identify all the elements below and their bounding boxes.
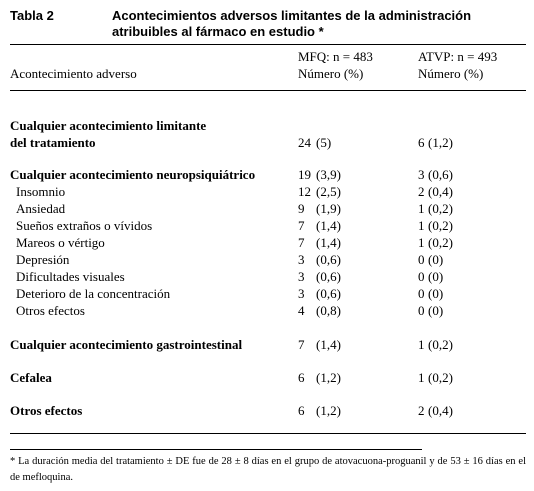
column-header-event: Acontecimiento adverso bbox=[10, 66, 137, 81]
mfq-percent: (1,2) bbox=[316, 370, 341, 385]
atvp-count: 1 bbox=[418, 337, 425, 352]
atvp-count: 1 bbox=[418, 235, 425, 250]
table-row bbox=[0, 135, 534, 150]
atvp-count: 6 bbox=[418, 135, 425, 150]
table-row bbox=[0, 269, 534, 284]
row-label: Dificultades visuales bbox=[16, 269, 125, 284]
mfq-count: 9 bbox=[298, 201, 305, 216]
mfq-count: 19 bbox=[298, 167, 311, 182]
atvp-percent: (0,2) bbox=[428, 235, 453, 250]
atvp-count: 3 bbox=[418, 167, 425, 182]
table-footnote: * La duración media del tratamiento ± DE fue de 28 ± 8 días en el grupo de atovacuona-proguanil y de 53 ± 16 días en el de mefloquina. bbox=[10, 456, 526, 483]
atvp-count: 0 bbox=[418, 252, 425, 267]
row-label: Otros efectos bbox=[16, 303, 85, 318]
column-header-mfq-number: Número (%) bbox=[298, 66, 364, 81]
row-label: Deterioro de la concentración bbox=[16, 286, 171, 301]
atvp-count: 1 bbox=[418, 201, 425, 216]
atvp-percent: (0) bbox=[428, 269, 444, 284]
row-label: Cualquier acontecimiento limitante bbox=[10, 118, 207, 133]
table-row bbox=[0, 235, 534, 250]
mfq-percent: (5) bbox=[316, 135, 332, 150]
table-title: Acontecimientos adversos limitantes de la administración atribuibles al fármaco en estudio * bbox=[112, 8, 472, 39]
atvp-percent: (0,2) bbox=[428, 337, 453, 352]
bottom-rule bbox=[10, 433, 526, 434]
mfq-count: 6 bbox=[298, 370, 305, 385]
row-label: Sueños extraños o vívidos bbox=[16, 218, 153, 233]
mfq-percent: (0,6) bbox=[316, 252, 341, 267]
table-row bbox=[0, 218, 534, 233]
mfq-percent: (3,9) bbox=[316, 167, 341, 182]
row-label: Cefalea bbox=[10, 370, 52, 385]
mfq-count: 3 bbox=[298, 286, 305, 301]
atvp-count: 1 bbox=[418, 218, 425, 233]
column-header-atvp-number: Número (%) bbox=[418, 66, 484, 81]
mfq-percent: (2,5) bbox=[316, 184, 341, 199]
row-label: Cualquier acontecimiento neuropsiquiátrico bbox=[10, 167, 256, 182]
table-row bbox=[0, 167, 534, 182]
atvp-percent: (0) bbox=[428, 286, 444, 301]
mfq-count: 24 bbox=[298, 135, 311, 150]
atvp-count: 1 bbox=[418, 370, 425, 385]
table-row bbox=[0, 337, 534, 352]
mfq-percent: (1,4) bbox=[316, 218, 341, 233]
mfq-percent: (1,2) bbox=[316, 403, 341, 418]
mfq-percent: (0,6) bbox=[316, 269, 341, 284]
mfq-count: 6 bbox=[298, 403, 305, 418]
mfq-count: 7 bbox=[298, 337, 305, 352]
atvp-count: 0 bbox=[418, 269, 425, 284]
top-rule bbox=[10, 44, 526, 45]
mfq-count: 4 bbox=[298, 303, 305, 318]
atvp-percent: (0) bbox=[428, 303, 444, 318]
mfq-percent: (0,8) bbox=[316, 303, 341, 318]
atvp-count: 0 bbox=[418, 286, 425, 301]
table-row bbox=[0, 403, 534, 418]
table-row bbox=[0, 184, 534, 199]
mfq-count: 3 bbox=[298, 269, 305, 284]
mfq-percent: (1,4) bbox=[316, 337, 341, 352]
row-label: Depresión bbox=[16, 252, 70, 267]
mfq-count: 7 bbox=[298, 235, 305, 250]
atvp-percent: (0,2) bbox=[428, 201, 453, 216]
atvp-percent: (0,4) bbox=[428, 184, 453, 199]
atvp-percent: (0,2) bbox=[428, 218, 453, 233]
atvp-percent: (1,2) bbox=[428, 135, 453, 150]
table-row bbox=[0, 201, 534, 216]
column-header-mfq-group: MFQ: n = 483 bbox=[298, 49, 373, 64]
table-row bbox=[0, 118, 534, 133]
mfq-count: 7 bbox=[298, 218, 305, 233]
atvp-percent: (0) bbox=[428, 252, 444, 267]
mfq-count: 12 bbox=[298, 184, 311, 199]
table-row bbox=[0, 286, 534, 301]
mfq-percent: (1,9) bbox=[316, 201, 341, 216]
atvp-count: 0 bbox=[418, 303, 425, 318]
row-label: del tratamiento bbox=[10, 135, 96, 150]
atvp-count: 2 bbox=[418, 184, 425, 199]
table-row bbox=[0, 303, 534, 318]
column-header-atvp-group: ATVP: n = 493 bbox=[418, 49, 498, 64]
table-row bbox=[0, 370, 534, 385]
mfq-count: 3 bbox=[298, 252, 305, 267]
atvp-percent: (0,6) bbox=[428, 167, 453, 182]
row-label: Mareos o vértigo bbox=[16, 235, 105, 250]
header-rule bbox=[10, 90, 526, 91]
atvp-percent: (0,2) bbox=[428, 370, 453, 385]
row-label: Cualquier acontecimiento gastrointestinal bbox=[10, 337, 243, 352]
mfq-percent: (1,4) bbox=[316, 235, 341, 250]
table-number: Tabla 2 bbox=[10, 8, 54, 23]
atvp-count: 2 bbox=[418, 403, 425, 418]
atvp-percent: (0,4) bbox=[428, 403, 453, 418]
row-label: Otros efectos bbox=[10, 403, 83, 418]
mfq-percent: (0,6) bbox=[316, 286, 341, 301]
row-label: Insomnio bbox=[16, 184, 66, 199]
table-row bbox=[0, 252, 534, 267]
footnote-rule bbox=[10, 449, 422, 450]
row-label: Ansiedad bbox=[16, 201, 66, 216]
